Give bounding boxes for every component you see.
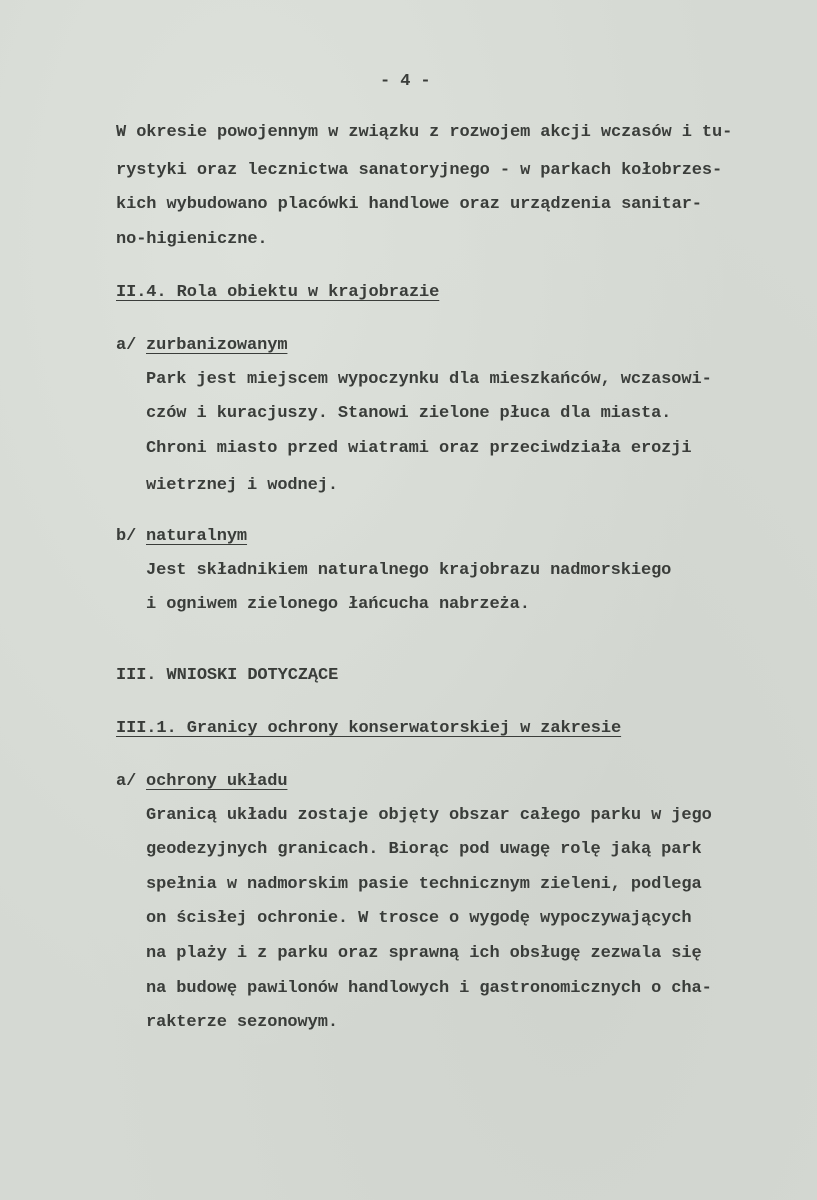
body-line: na budowę pawilonów handlowych i gastronomicznych o cha- <box>146 979 712 998</box>
intro-line: W okresie powojennym w związku z rozwojem akcji wczasów i tu- <box>116 123 733 142</box>
body-line: na plaży i z parku oraz sprawną ich obsługę zezwala się <box>146 944 702 963</box>
item-label: a/ <box>116 772 137 791</box>
body-line: wietrznej i wodnej. <box>146 476 338 495</box>
body-line: Granicą układu zostaje objęty obszar całego parku w jego <box>146 806 712 825</box>
intro-line: kich wybudowano placówki handlowe oraz urządzenia sanitar- <box>116 195 702 214</box>
item-label: a/ <box>116 336 137 355</box>
item-title: naturalnym <box>146 527 248 546</box>
page-number: - 4 - <box>380 72 431 91</box>
body-line: rakterze sezonowym. <box>146 1013 338 1032</box>
body-line: spełnia w nadmorskim pasie technicznym zieleni, podlega <box>146 875 702 894</box>
item-title: ochrony układu <box>146 772 288 791</box>
body-line: geodezyjnych granicach. Biorąc pod uwagę rolę jaką park <box>146 840 702 859</box>
body-line: on ścisłej ochronie. W trosce o wygodę wypoczywających <box>146 909 692 928</box>
body-line: Jest składnikiem naturalnego krajobrazu nadmorskiego <box>146 561 672 580</box>
item-title: zurbanizowanym <box>146 336 288 355</box>
body-line: Chroni miasto przed wiatrami oraz przeciwdziała erozji <box>146 439 692 458</box>
body-line: czów i kuracjuszy. Stanowi zielone płuca dla miasta. <box>146 404 672 423</box>
body-line: i ogniwem zielonego łańcucha nabrzeża. <box>146 595 530 614</box>
item-label: b/ <box>116 527 137 546</box>
sub-heading: III.1. Granicy ochrony konserwatorskiej w zakresie <box>116 719 622 738</box>
intro-line: rystyki oraz lecznictwa sanatoryjnego - w parkach kołobrzes- <box>116 161 723 180</box>
body-line: Park jest miejscem wypoczynku dla mieszkańców, wczasowi- <box>146 370 712 389</box>
intro-line: no-higieniczne. <box>116 230 268 249</box>
section-heading: II.4. Rola obiektu w krajobrazie <box>116 283 440 302</box>
section-heading: III. WNIOSKI DOTYCZĄCE <box>116 666 339 685</box>
